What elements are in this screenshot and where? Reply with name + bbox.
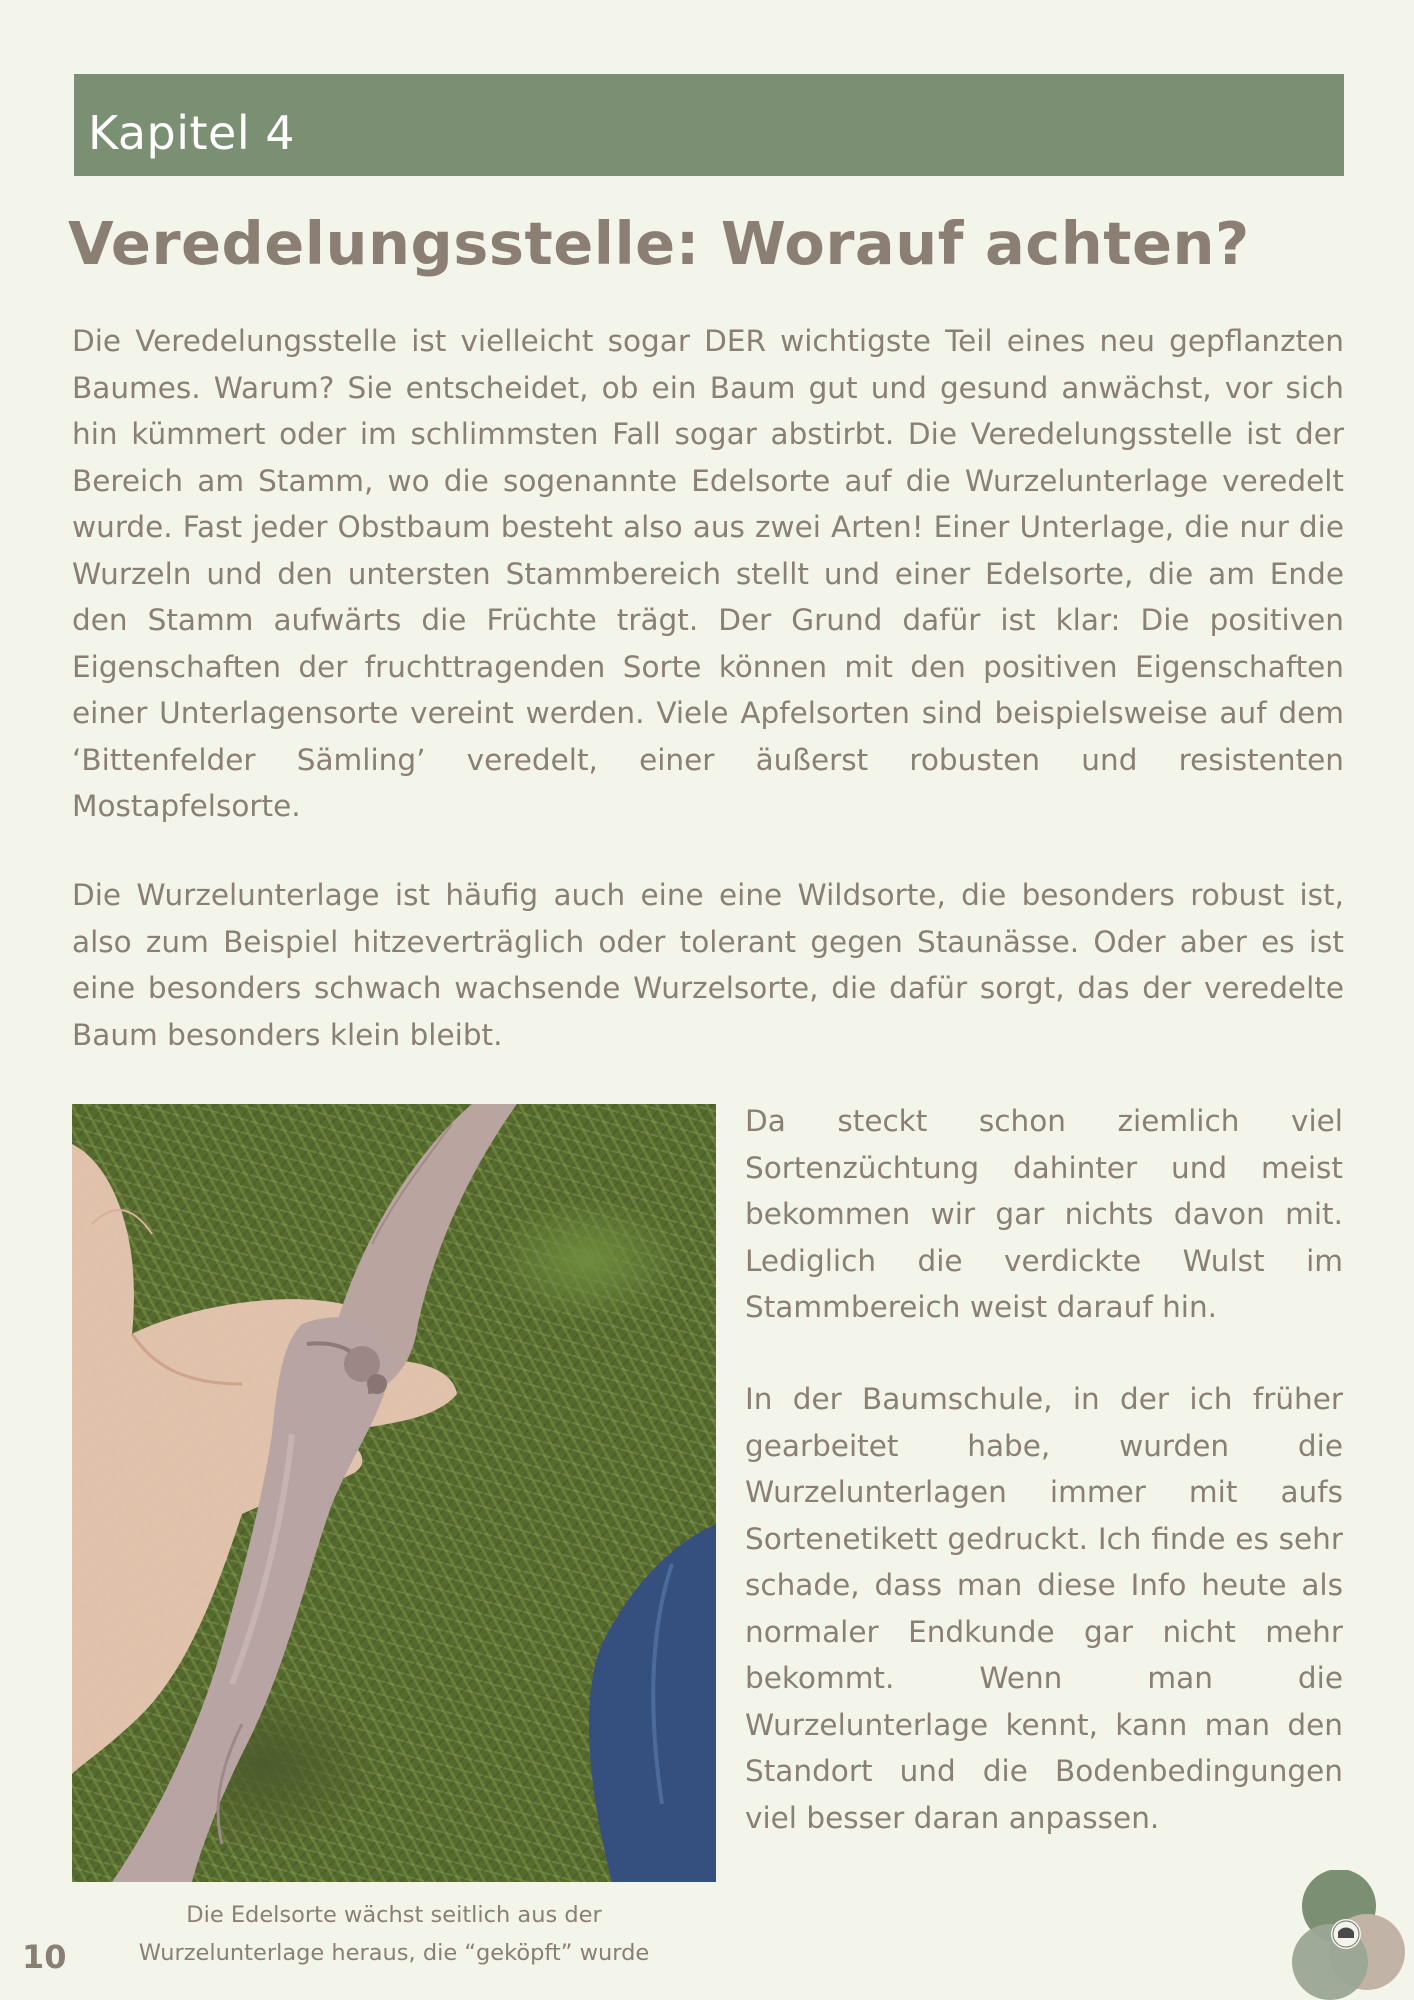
body-paragraph-2: Die Wurzelunterlage ist häufig auch eine eine Wildsorte, die besonders robust ist, also zum Beispiel hitzeverträglich oder tolerant gegen Staunässe. Oder aber es ist eine besonders schwach wachsende Wurzelsorte, die dafür sorgt, das der veredelte Baum besonders klein bleibt. [72, 878, 1344, 1052]
body-paragraph-4: In der Baumschule, in der ich früher gearbeitet habe, wurden die Wurzelunterlagen immer mit aufs Sortenetikett gedruckt. Ich finde es sehr schade, dass man diese Info heute als normaler Endkunde gar nicht mehr bekommt. Wenn man die Wurzelunterlage kennt, kann man den Standort und die Bodenbedingungen viel besser daran anpassen. [745, 1382, 1343, 1835]
brand-logo [1284, 1870, 1414, 2000]
chapter-header-bar [74, 74, 1344, 176]
grafted-stem-photo [72, 1104, 716, 1882]
caption-line-2: Wurzelunterlage heraus, die “geköpft” wurde [138, 1940, 650, 1966]
body-paragraph-1: Die Veredelungsstelle ist vielleicht sogar DER wichtigste Teil eines neu gepflanzten Baumes. Warum? Sie entscheidet, ob ein Baum gut und gesund anwächst, vor sich hin kümmert oder im schlimmsten Fall sogar abstirbt. Die Veredelungsstelle ist der Bereich am Stamm, wo die sogenannte Edelsorte auf die Wurzelunterlage veredelt wurde. Fast jeder Obstbaum besteht also aus zwei Arten! Einer Unterlage, die nur die Wurzeln und den untersten Stammbereich stellt und einer Edelsorte, die am Ende den Stamm aufwärts die Früchte trägt. Der Grund dafür ist klar: Die positiven Eigenschaften der fruchttragenden Sorte können mit den positiven Eigenschaften einer Unterlagensorte vereint werden. Viele Apfelsorten sind beispielsweise auf dem ‘Bittenfelder Sämling’ veredelt, einer äußerst robusten und resistenten Mostapfelsorte. [72, 324, 1344, 823]
caption-line-1: Die Edelsorte wächst seitlich aus der [186, 1902, 602, 1928]
photo-caption [72, 1896, 716, 1972]
chapter-label: Kapitel 4 [88, 106, 296, 160]
body-paragraph-3: Da steckt schon ziemlich viel Sortenzüchtung dahinter und meist bekommen wir gar nichts davon mit. Lediglich die verdickte Wulst im Stammbereich weist darauf hin. [745, 1104, 1343, 1324]
page-number: 10 [22, 1938, 67, 1976]
page-title: Veredelungsstelle: Worauf achten? [68, 209, 1250, 278]
